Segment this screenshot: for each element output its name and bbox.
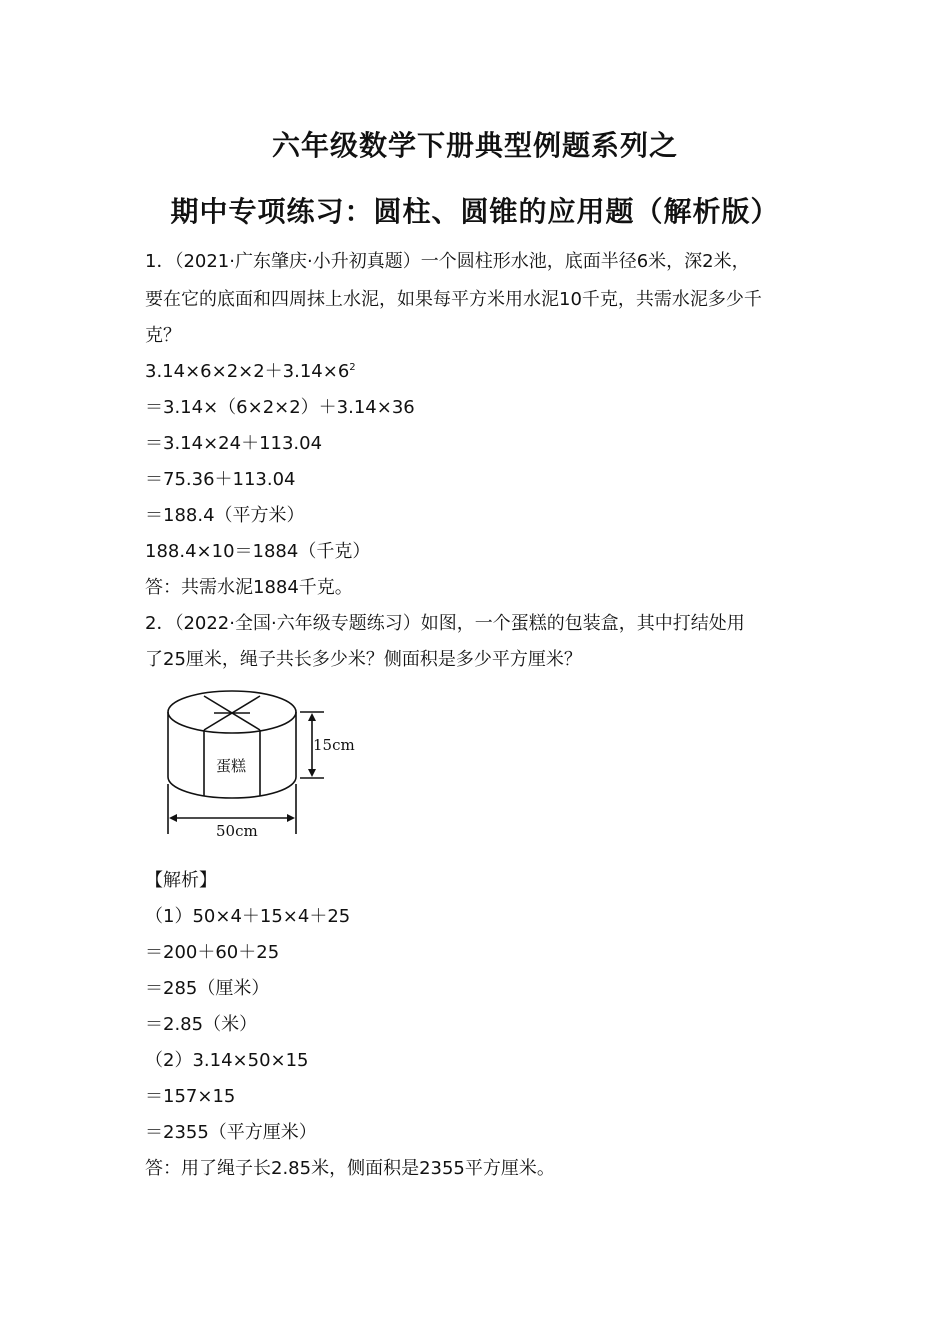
q1-text-line-3: 克？ (145, 325, 181, 346)
q1-calc-6: 188.4×10＝1884（千克） (145, 541, 371, 562)
title-line-2: 期中专项练习：圆柱、圆锥的应用题（解析版） (170, 195, 780, 228)
q2-text-line-2: 了25厘米，绳子共长多少米？侧面积是多少平方厘米？ (145, 649, 582, 670)
diameter-label: 50cm (216, 822, 258, 840)
q1-text-line-2: 要在它的底面和四周抹上水泥，如果每平方米用水泥10千克，共需水泥多少千 (145, 289, 762, 310)
q1-calc-1 (145, 361, 356, 383)
diameter-arrowhead-right (287, 814, 295, 822)
q1-calc-5: ＝188.4（平方米） (145, 505, 305, 526)
q2-calc-3: ＝285（厘米） (145, 978, 270, 999)
q2-calc-6: ＝157×15 (145, 1086, 236, 1107)
cake-box-figure (150, 686, 370, 846)
q2-calc-1: （1）50×4＋15×4＋25 (145, 906, 351, 927)
q1-calc-2: ＝3.14×（6×2×2）＋3.14×36 (145, 397, 415, 418)
q1-calc-4: ＝75.36＋113.04 (145, 469, 296, 490)
q2-calc-7: ＝2355（平方厘米） (145, 1122, 317, 1143)
q1-calc-3: ＝3.14×24＋113.04 (145, 433, 323, 454)
q2-calc-2: ＝200＋60＋25 (145, 942, 280, 963)
q2-answer: 答：用了绳子长2.85米，侧面积是2355平方厘米。 (145, 1158, 555, 1179)
diameter-arrowhead-left (169, 814, 177, 822)
q2-analysis-label: 【解析】 (145, 870, 217, 891)
q1-calc-1-text: 3.14×6×2×2＋3.14×6 (145, 361, 350, 382)
q2-text-line-1: 2．（2022·全国·六年级专题练习）如图，一个蛋糕的包装盒，其中打结处用 (145, 613, 745, 634)
q2-calc-5: （2）3.14×50×15 (145, 1050, 309, 1071)
cylinder-bottom (168, 777, 296, 798)
q1-calc-1-exponent: 2 (349, 362, 356, 373)
title-line-1: 六年级数学下册典型例题系列之 (271, 129, 678, 162)
q2-calc-4: ＝2.85（米） (145, 1014, 258, 1035)
cylinder-top (168, 691, 296, 733)
height-label: 15cm (313, 736, 355, 754)
height-arrowhead-up (308, 713, 316, 721)
q1-text-line-1: 1．（2021·广东肇庆·小升初真题）一个圆柱形水池，底面半径6米，深2米， (145, 251, 750, 272)
cake-label: 蛋糕 (216, 757, 247, 775)
height-arrowhead-down (308, 769, 316, 777)
q1-answer: 答：共需水泥1884千克。 (145, 577, 353, 598)
